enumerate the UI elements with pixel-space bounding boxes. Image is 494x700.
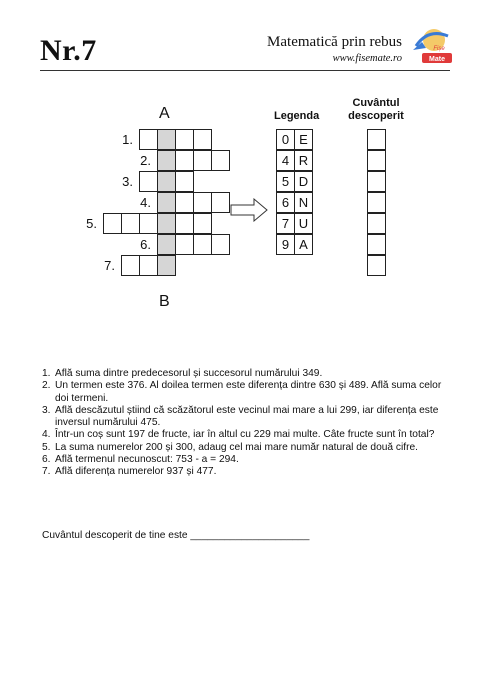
crossword-cell[interactable] — [175, 213, 194, 234]
crossword-cell[interactable] — [157, 171, 176, 192]
questions-list — [42, 368, 452, 479]
answer-prompt: Cuvântul descoperit de tine este _____________________ — [42, 530, 310, 541]
question-item — [42, 466, 452, 478]
discovered-letter-cell[interactable] — [367, 192, 386, 213]
discovered-letter-cell[interactable] — [367, 129, 386, 150]
legend-letter: A — [294, 234, 313, 255]
row-number: 1. — [122, 132, 133, 147]
crossword-cell[interactable] — [175, 150, 194, 171]
arrow-right-icon — [230, 198, 268, 222]
question-item — [42, 454, 452, 466]
legend-title: Legenda — [274, 110, 320, 122]
discovered-letter-cell[interactable] — [367, 234, 386, 255]
legend-digit: 4 — [276, 150, 295, 171]
legend-digit: 6 — [276, 192, 295, 213]
website-url[interactable]: www.fisemate.ro — [332, 53, 402, 64]
crossword-cell[interactable] — [121, 255, 140, 276]
legend-letter: E — [294, 129, 313, 150]
legend-digit: 5 — [276, 171, 295, 192]
crossword-cell[interactable] — [193, 213, 212, 234]
crossword-cell[interactable] — [193, 192, 212, 213]
legend-letter: U — [294, 213, 313, 234]
legend-digit: 9 — [276, 234, 295, 255]
legend-digit: 7 — [276, 213, 295, 234]
question-text: Află diferența numerelor 937 și 477. — [55, 466, 217, 478]
question-number: 5. — [42, 441, 51, 453]
crossword-cell[interactable] — [193, 234, 212, 255]
column-label-bottom: B — [159, 293, 170, 310]
discovered-title-line2: descoperit — [348, 110, 404, 122]
crossword-cell[interactable] — [157, 234, 176, 255]
fisemate-logo-icon — [408, 26, 454, 64]
crossword-cell[interactable] — [157, 255, 176, 276]
crossword-cell[interactable] — [139, 255, 158, 276]
question-number: 7. — [42, 466, 51, 478]
header-divider — [40, 70, 450, 71]
question-number: 4. — [42, 429, 51, 441]
question-number: 1. — [42, 368, 51, 379]
crossword-cell[interactable] — [175, 234, 194, 255]
row-number: 3. — [122, 174, 133, 189]
discovered-word-title — [344, 97, 408, 123]
crossword-cell[interactable] — [175, 129, 194, 150]
question-item — [42, 368, 452, 380]
discovered-letter-cell[interactable] — [367, 171, 386, 192]
question-number: 2. — [42, 380, 51, 392]
question-number: 6. — [42, 454, 51, 466]
crossword-cell[interactable] — [103, 213, 122, 234]
question-number: 3. — [42, 404, 51, 416]
crossword-cell[interactable] — [157, 150, 176, 171]
question-item — [42, 429, 452, 441]
crossword-cell[interactable] — [139, 171, 158, 192]
legend-digit: 0 — [276, 129, 295, 150]
crossword-cell[interactable] — [157, 213, 176, 234]
question-item — [42, 442, 452, 454]
crossword-cell[interactable] — [121, 213, 140, 234]
crossword-cell[interactable] — [193, 150, 212, 171]
legend-letter: N — [294, 192, 313, 213]
crossword-cell[interactable] — [139, 213, 158, 234]
discovered-letter-cell[interactable] — [367, 255, 386, 276]
legend-letter: D — [294, 171, 313, 192]
crossword-cell[interactable] — [211, 192, 230, 213]
discovered-title-line1: Cuvântul — [352, 97, 400, 109]
crossword-cell[interactable] — [175, 171, 194, 192]
crossword-cell[interactable] — [139, 129, 158, 150]
crossword-cell[interactable] — [157, 129, 176, 150]
row-number: 2. — [140, 153, 151, 168]
question-text: Află suma dintre predecesorul și succesorul numărului 349. — [55, 368, 323, 379]
question-text: Într-un coș sunt 197 de fructe, iar în altul cu 229 mai multe. Câte fructe sunt în total? — [55, 429, 435, 441]
svg-text:Mate: Mate — [429, 56, 445, 63]
crossword-cell[interactable] — [157, 192, 176, 213]
row-number: 6. — [140, 237, 151, 252]
svg-text:Fișe: Fișe — [433, 46, 445, 52]
crossword-cell[interactable] — [193, 129, 212, 150]
row-number: 7. — [104, 258, 115, 273]
crossword-cell[interactable] — [175, 192, 194, 213]
question-text: Un termen este 376. Al doilea termen este diferența dintre 630 și 489. Află suma celor doi termeni. — [55, 380, 442, 404]
row-number: 4. — [140, 195, 151, 210]
row-number: 5. — [86, 216, 97, 231]
question-item — [42, 380, 452, 405]
question-text: Află termenul necunoscut: 753 - a = 294. — [55, 454, 239, 466]
question-text: Află descăzutul știind că scăzătorul este vecinul mai mare a lui 299, iar diferența este inversul numărului 475. — [55, 404, 439, 429]
worksheet-title: Matematică prin rebus — [267, 34, 402, 50]
question-text: La suma numerelor 200 și 300, adaug cel mai mare număr natural de două cifre. — [55, 441, 418, 453]
question-item — [42, 405, 452, 430]
discovered-letter-cell[interactable] — [367, 213, 386, 234]
crossword-cell[interactable] — [211, 150, 230, 171]
column-label-top: A — [159, 105, 170, 122]
discovered-letter-cell[interactable] — [367, 150, 386, 171]
legend-letter: R — [294, 150, 313, 171]
crossword-cell[interactable] — [211, 234, 230, 255]
worksheet-number: Nr.7 — [40, 34, 97, 67]
